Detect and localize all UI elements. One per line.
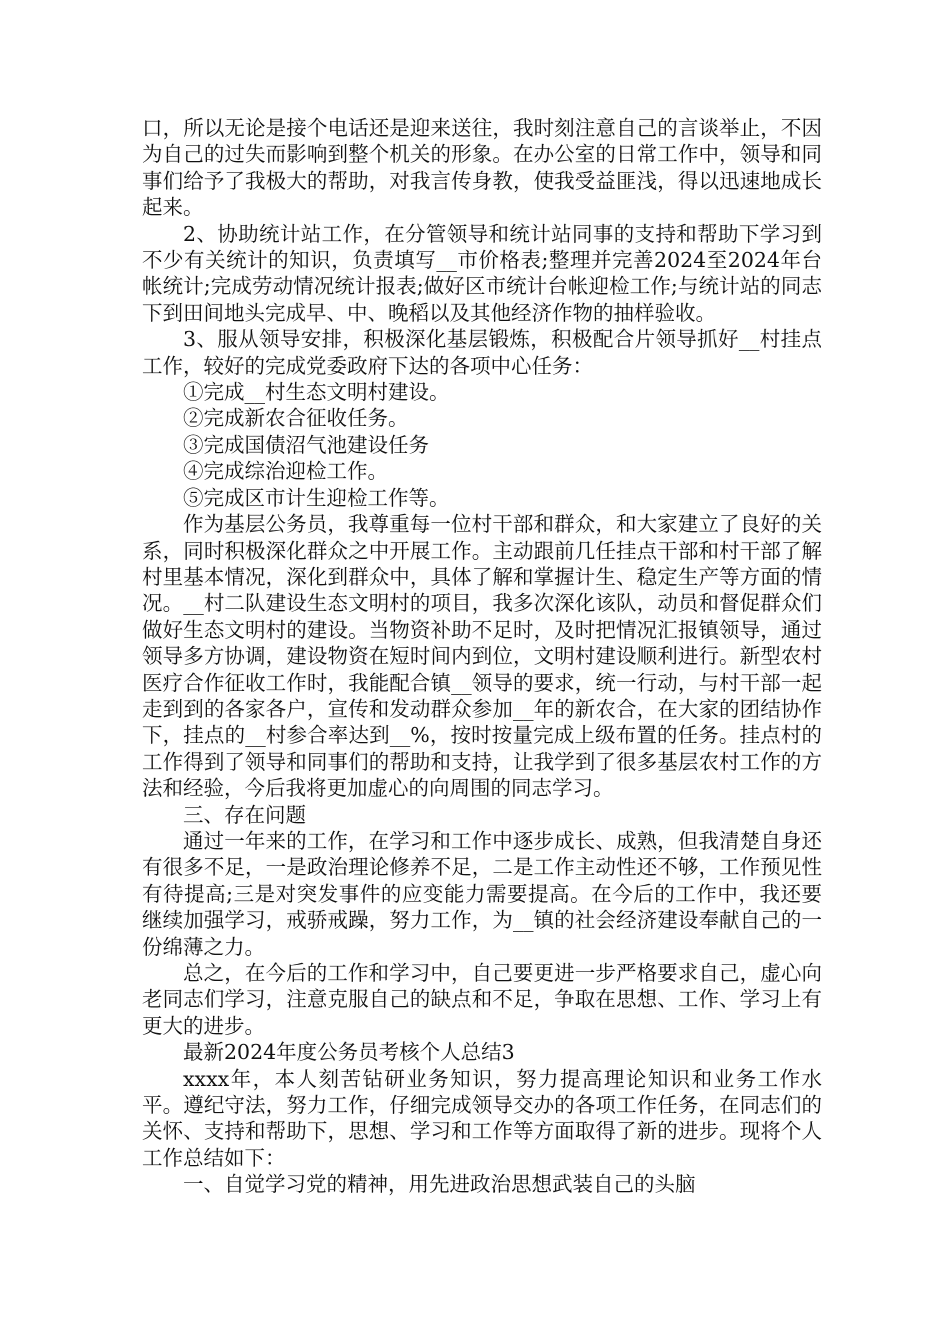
paragraph-intro-continuation: 口，所以无论是接个电话还是迎来送往，我时刻注意自己的言谈举止，不因为自己的过失而影响到整个机关的形象。在办公室的日常工作中，领导和同事们给予了我极大的帮助，对我言传身教，使我受益匪浅，得以迅速地成长起来。 <box>142 116 822 220</box>
section-heading-study: 一、自觉学习党的精神，用先进政治思想武装自己的头脑 <box>183 1172 696 1197</box>
paragraph-conclusion: 总之，在今后的工作和学习中，自己要更进一步严格要求自己，虚心向老同志们学习，注意克服自己的缺点和不足，争取在思想、工作、学习上有更大的进步。 <box>142 961 822 1038</box>
list-item: ③完成国债沼气池建设任务 <box>183 432 429 457</box>
paragraph-civil-servant-work: 作为基层公务员，我尊重每一位村干部和群众，和大家建立了良好的关系，同时积极深化群众之中开展工作。主动跟前几任挂点干部和村干部了解村里基本情况，深化到群众中，具体了解和掌握计生、稳定生产等方面的情况。__村二队建设生态文明村的项目，我多次深化该队，动员和督促群众们做好生态文明村的建设。当物资补助不足时，及时把情况汇报镇领导，通过领导多方协调，建设物资在短时间内到位，文明村建设顺利进行。新型农村医疗合作征收工作时，我能配合镇__领导的要求，统一行动，与村干部一起走到到的各家各户，宣传和发动群众参加__年的新农合，在大家的团结协作下，挂点的__村参合率达到__%，按时按量完成上级布置的任务。挂点村的工作得到了领导和同事们的帮助和支持，让我学到了很多基层农村工作的方法和经验，今后我将更加虚心的向周围的同志学习。 <box>142 512 822 801</box>
list-item: ②完成新农合征收任务。 <box>183 406 409 431</box>
paragraph-summary-intro: xxxx年，本人刻苦钻研业务知识，努力提高理论知识和业务工作水平。遵纪守法，努力工作，仔细完成领导交办的各项工作任务，在同志们的关怀、支持和帮助下，思想、学习和工作等方面取得了新的进步。现将个人工作总结如下： <box>142 1066 822 1170</box>
paragraph-item-2-statistics: 2、协助统计站工作，在分管领导和统计站同事的支持和帮助下学习到不少有关统计的知识，负责填写__市价格表;整理并完善2024至2024年台帐统计;完成劳动情况统计报表;做好区市统计台帐迎检工作;与统计站的同志下到田间地头完成早、中、晚稻以及其他经济作物的抽样验收。 <box>142 221 822 325</box>
list-item: ①完成__村生态文明村建设。 <box>183 380 450 405</box>
document-body <box>142 115 822 1198</box>
list-item: ④完成综治迎检工作。 <box>183 459 388 484</box>
paragraph-problems: 通过一年来的工作，在学习和工作中逐步成长、成熟，但我清楚自身还有很多不足，一是政治理论修养不足，二是工作主动性还不够，工作预见性有待提高;三是对突发事件的应变能力需要提高。在今后的工作中，我还要继续加强学习，戒骄戒躁，努力工作，为__镇的社会经济建设奉献自己的一份绵薄之力。 <box>142 828 822 959</box>
section-heading-problems: 三、存在问题 <box>183 802 306 827</box>
document-subtitle: 最新2024年度公务员考核个人总结3 <box>183 1040 515 1065</box>
paragraph-item-3-grassroots: 3、服从领导安排，积极深化基层锻炼，积极配合片领导抓好__村挂点工作，较好的完成党委政府下达的各项中心任务： <box>142 327 822 378</box>
list-item: ⑤完成区市计生迎检工作等。 <box>183 485 450 510</box>
